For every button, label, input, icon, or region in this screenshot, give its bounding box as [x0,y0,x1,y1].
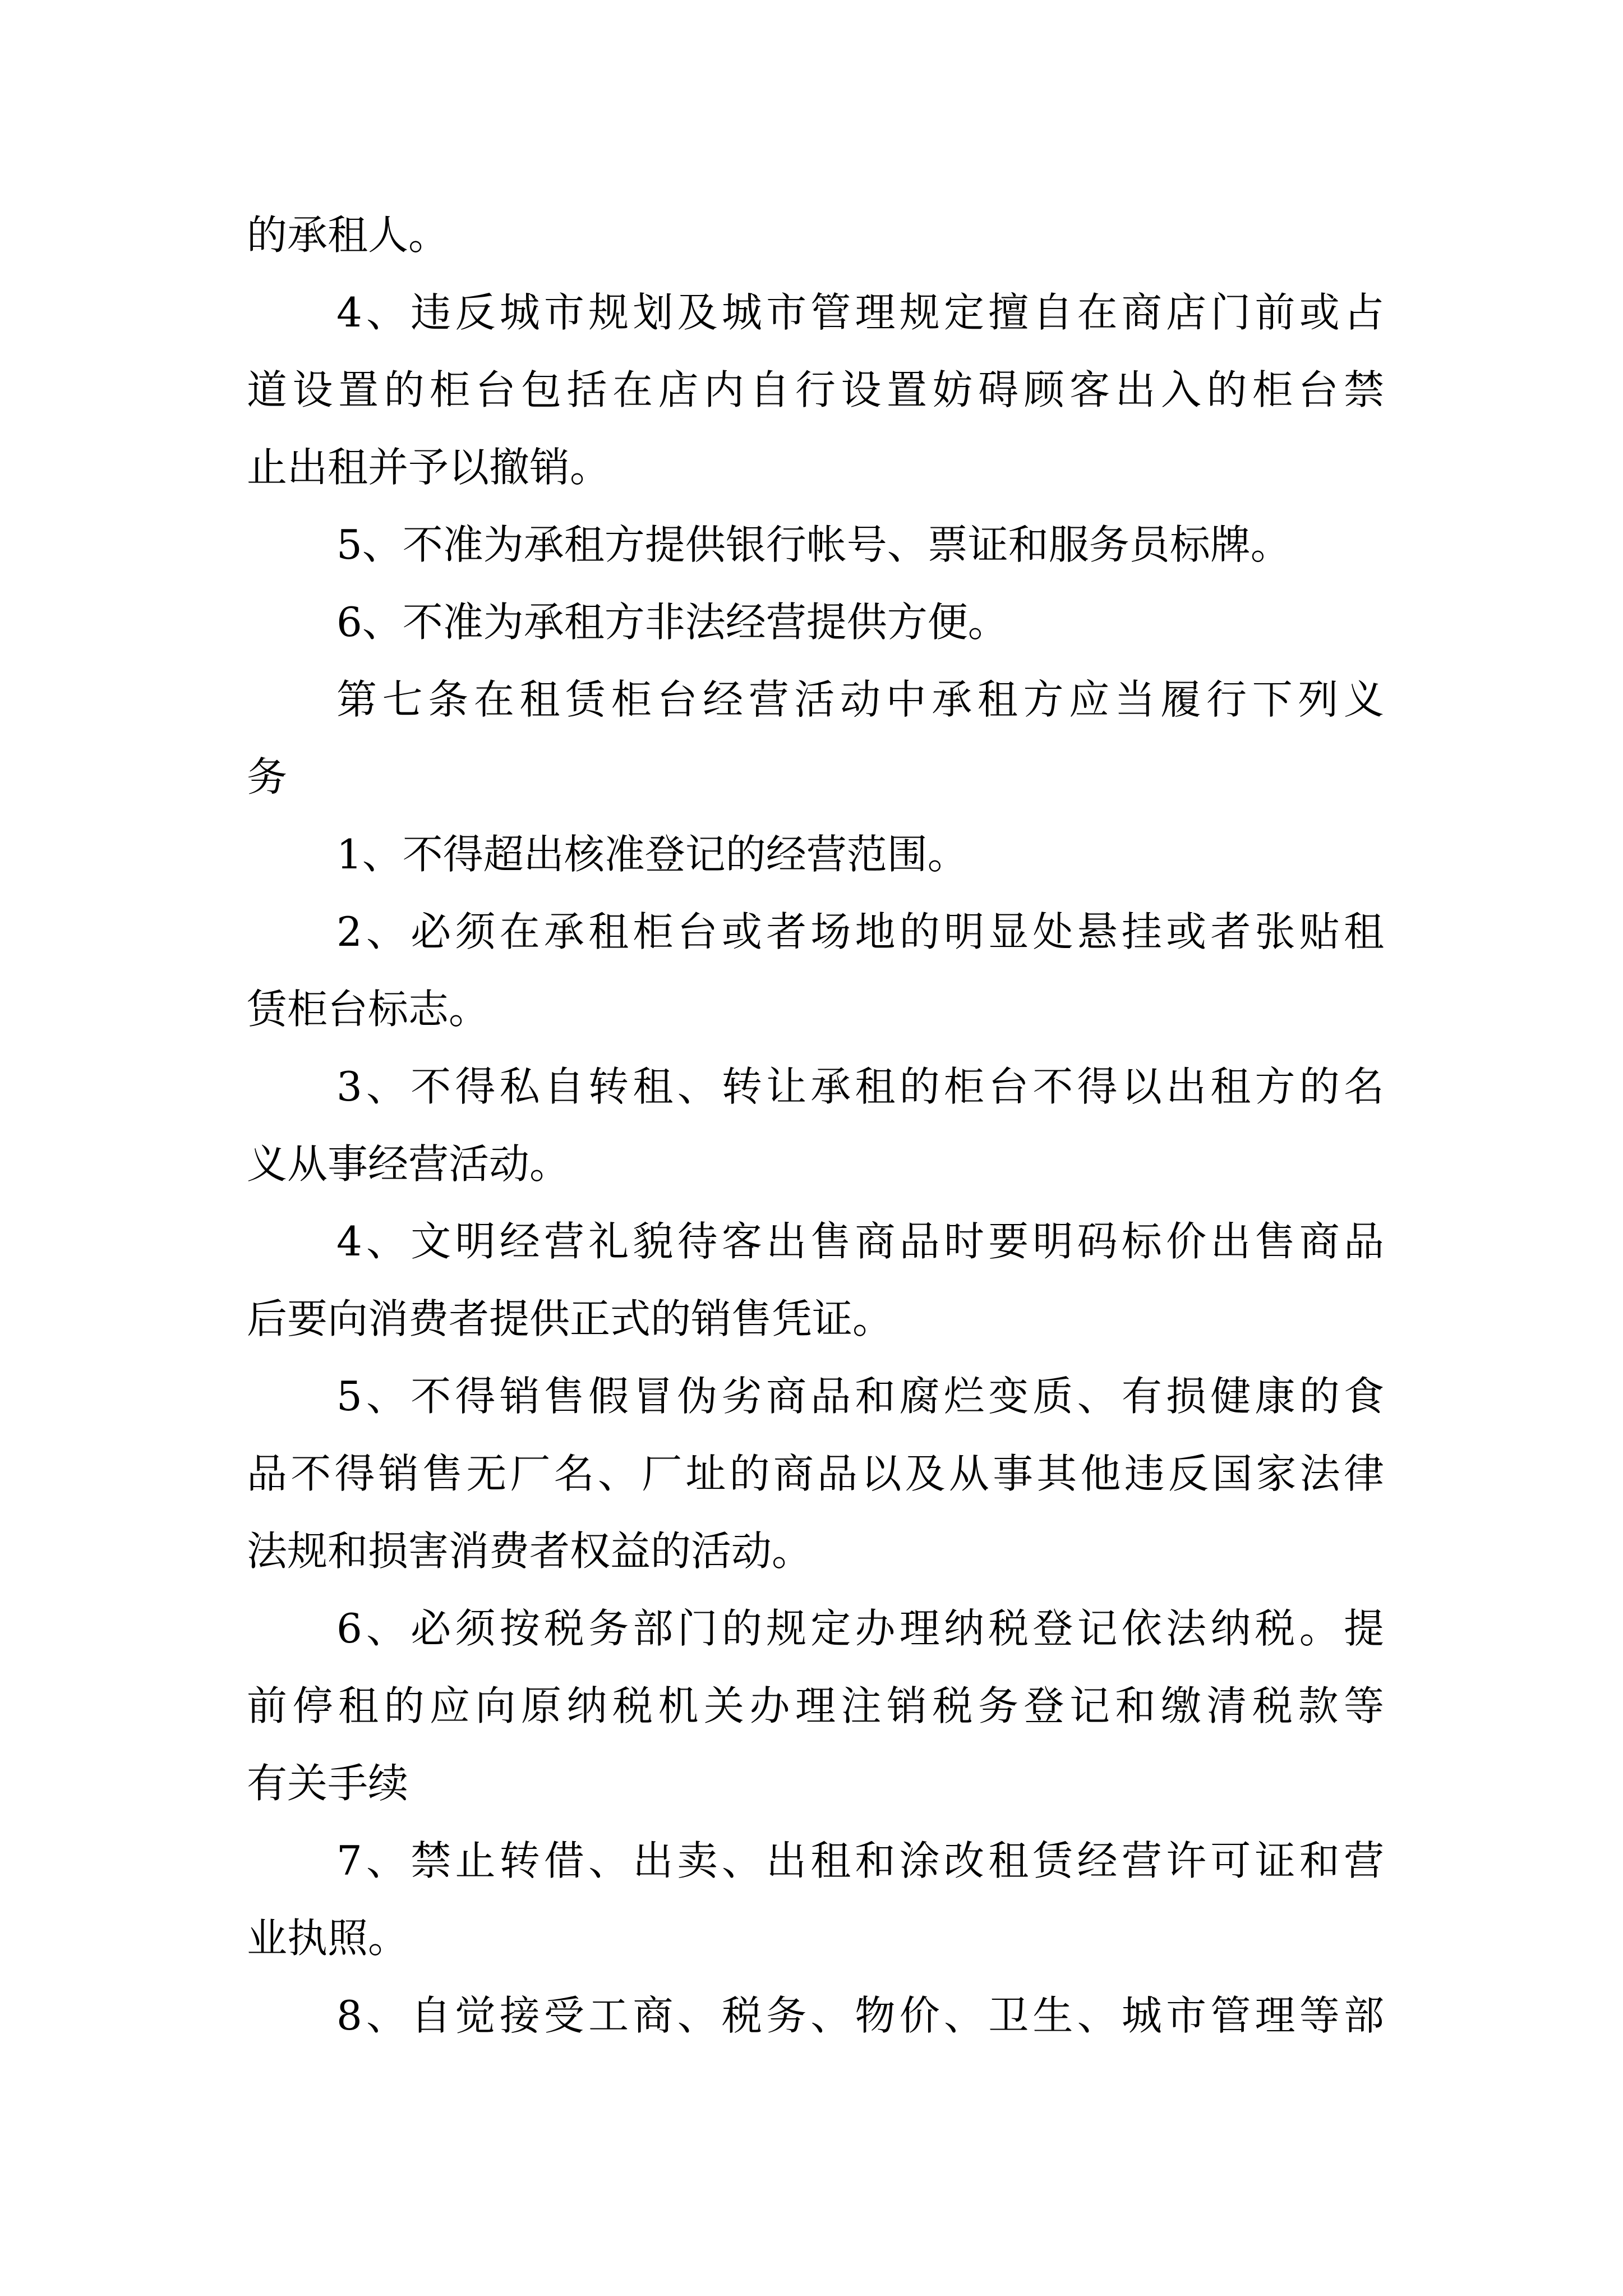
text-line: 务 [247,753,288,800]
text-line: 6、必须按税务部门的规定办理纳税登记依法纳税。提 [336,1605,1384,1652]
text-line: 8、自觉接受工商、税务、物价、卫生、城市管理等部 [336,1992,1384,2039]
text-line: 5、不准为承租方提供银行帐号、票证和服务员标牌。 [336,521,1291,568]
text-line: 4、违反城市规划及城市管理规定擅自在商店门前或占 [336,289,1384,336]
text-line: 5、不得销售假冒伪劣商品和腐烂变质、有损健康的食 [336,1373,1384,1420]
document-page [247,196,1384,2054]
text-line: 3、不得私自转租、转让承租的柜台不得以出租方的名 [336,1063,1384,1110]
text-line: 义从事经营活动。 [247,1140,570,1188]
text-line: 第七条在租赁柜台经营活动中承租方应当履行下列义 [336,676,1384,723]
text-line: 后要向消费者提供正式的销售凭证。 [247,1295,893,1342]
text-line: 赁柜台标志。 [247,986,490,1033]
text-line: 1、不得超出核准登记的经营范围。 [336,831,968,878]
text-line: 的承租人。 [247,211,449,259]
text-line: 4、文明经营礼貌待客出售商品时要明码标价出售商品 [336,1218,1384,1265]
text-line: 7、禁止转借、出卖、出租和涂改租赁经营许可证和营 [336,1837,1384,1884]
text-line: 道设置的柜台包括在店内自行设置妨碍顾客出入的柜台禁 [247,366,1384,413]
text-line: 止出租并予以撤销。 [247,444,611,491]
text-line: 有关手续 [247,1760,409,1807]
text-line: 6、不准为承租方非法经营提供方便。 [336,599,1008,646]
text-line: 前停租的应向原纳税机关办理注销税务登记和缴清税款等 [247,1682,1384,1729]
text-line: 2、必须在承租柜台或者场地的明显处悬挂或者张贴租 [336,908,1384,955]
text-line: 法规和损害消费者权益的活动。 [247,1527,813,1575]
text-line: 业执照。 [247,1915,409,1962]
text-line: 品不得销售无厂名、厂址的商品以及从事其他违反国家法律 [247,1450,1384,1497]
